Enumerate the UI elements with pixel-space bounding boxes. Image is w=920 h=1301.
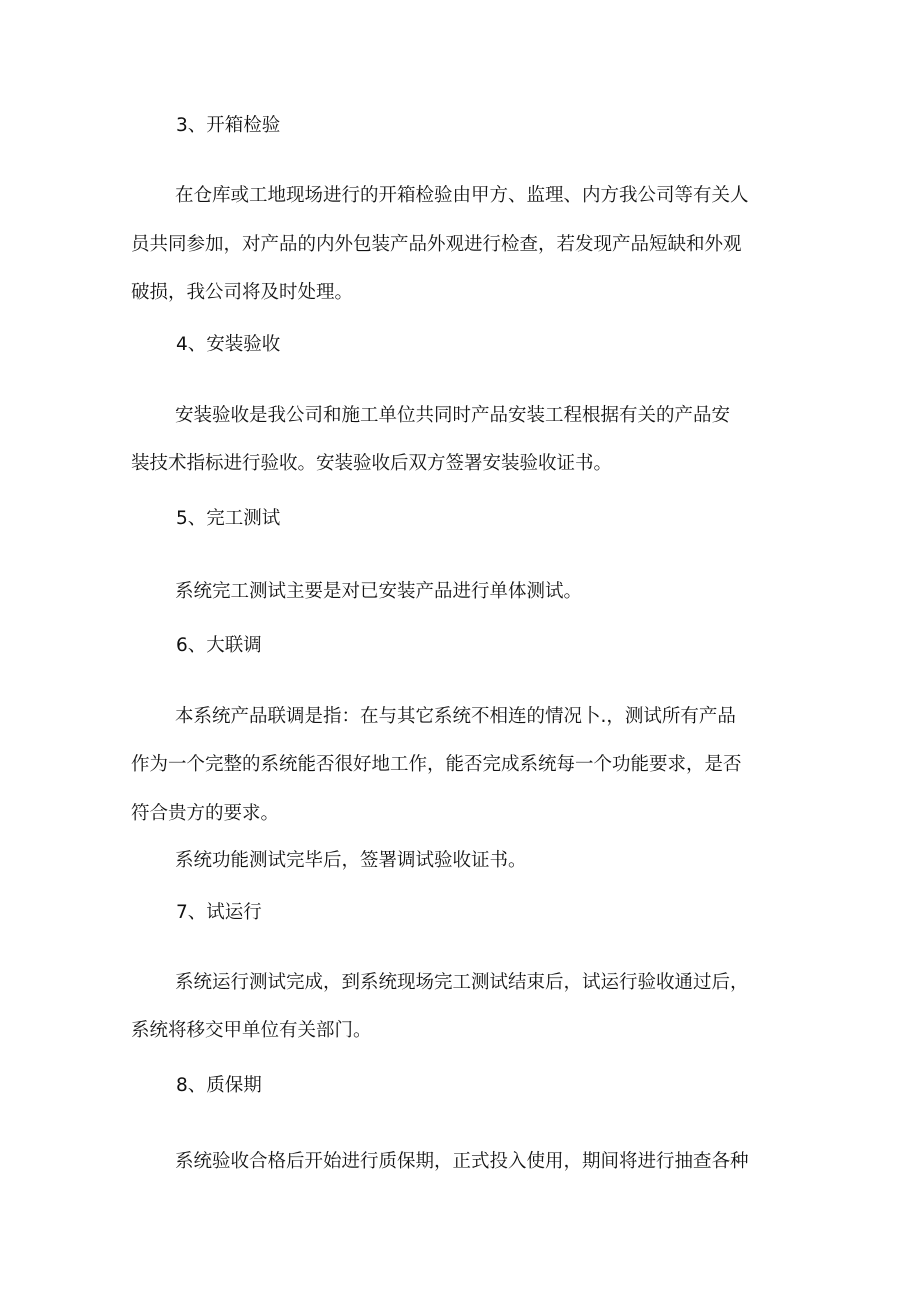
paragraph-line: 破损，我公司将及时处理。 (131, 282, 354, 303)
section-heading-8: 8、质保期 (176, 1075, 262, 1096)
paragraph-line: 系统将移交甲单位有关部门。 (131, 1020, 372, 1041)
paragraph-line: 在仓库或工地现场进行的开箱检验由甲方、监理、内方我公司等有关人 (175, 185, 749, 206)
paragraph-line: 作为一个完整的系统能否很好地工作，能否完成系统每一个功能要求，是否 (131, 754, 742, 775)
paragraph-line: 本系统产品联调是指：在与其它系统不相连的情况卜.，测试所有产品 (175, 706, 736, 727)
paragraph-line: 符合贵方的要求。 (131, 803, 280, 824)
paragraph-line: 安装验收是我公司和施工单位共同时产品安装工程根据有关的产品安 (175, 405, 731, 426)
section-heading-7: 7、试运行 (176, 902, 262, 923)
paragraph-line: 装技术指标进行验收。安装验收后双方签署安装验收证书。 (131, 453, 613, 474)
paragraph-line: 系统功能测试完毕后，签署调试验收证书。 (175, 850, 527, 871)
paragraph-line: 系统运行测试完成，到系统现场完工测试结束后，试运行验收通过后， (175, 972, 749, 993)
section-heading-3: 3、开箱检验 (176, 115, 281, 136)
paragraph-line: 员共同参加，对产品的内外包装产品外观进行检查，若发现产品短缺和外观 (131, 234, 742, 255)
section-heading-5: 5、完工测试 (176, 508, 281, 529)
section-heading-4: 4、安装验收 (176, 334, 281, 355)
paragraph-line: 系统完工测试主要是对已安装产品进行单体测试。 (175, 581, 583, 602)
paragraph-line: 系统验收合格后开始进行质保期，正式投入使用，期间将进行抽查各种 (175, 1151, 749, 1172)
section-heading-6: 6、大联调 (176, 635, 262, 656)
